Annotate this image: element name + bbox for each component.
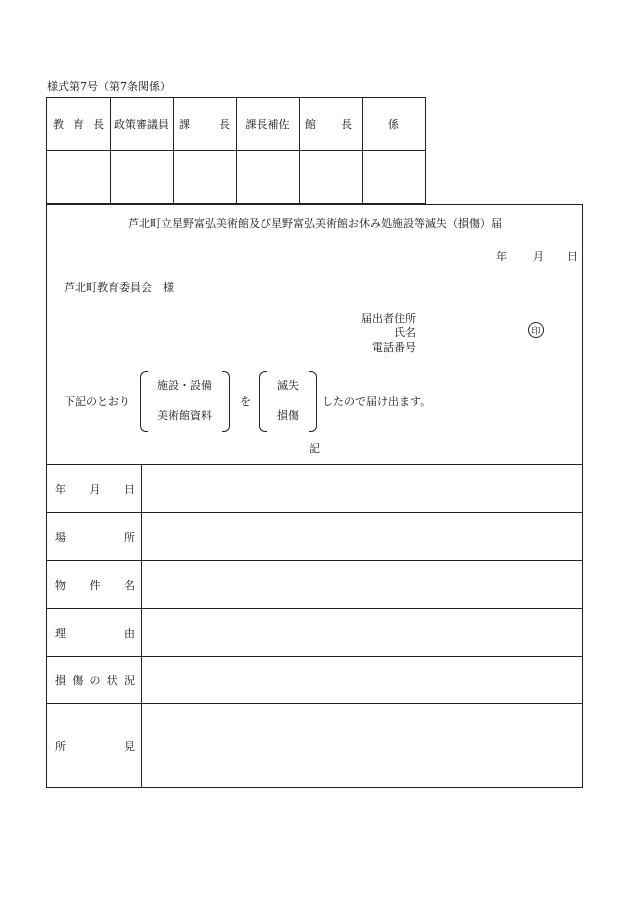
option-loss: 滅失 xyxy=(277,379,299,392)
detail-label-date: 年 月 日 xyxy=(47,465,142,512)
approval-header-assistant-chief: 課長補佐 xyxy=(245,118,290,131)
addressee: 芦北町教育委員会 様 xyxy=(64,281,174,294)
detail-value-place[interactable] xyxy=(142,513,582,560)
detail-value-opinion[interactable] xyxy=(142,704,582,788)
seal-mark-icon: 印 xyxy=(528,322,544,338)
detail-label-item: 物 件 名 xyxy=(47,561,142,608)
statement-particle: を xyxy=(240,395,251,408)
statement-prefix: 下記のとおり xyxy=(64,395,130,408)
detail-value-item[interactable] xyxy=(142,561,582,608)
approval-header-policy-councilor: 政策審議員 xyxy=(114,118,169,131)
sender-address-label: 届出者住所 xyxy=(361,312,416,325)
right-brace-icon xyxy=(222,371,230,432)
statement-suffix: したので届け出ます。 xyxy=(322,395,432,408)
approval-header-education-superintendent: 教 育 長 xyxy=(53,118,104,131)
approval-header-director: 館 長 xyxy=(305,118,352,131)
ki-marker: 記 xyxy=(309,442,320,455)
option-facility: 施設・設備 xyxy=(157,379,212,392)
details-table xyxy=(46,464,583,788)
detail-label-reason: 理 由 xyxy=(47,609,142,656)
option-damage: 損傷 xyxy=(277,409,299,422)
sender-phone-label: 電話番号 xyxy=(372,341,416,354)
detail-value-damage-status[interactable] xyxy=(142,657,582,703)
detail-row-reason xyxy=(47,608,582,656)
right-brace-icon xyxy=(309,371,317,432)
left-brace-icon xyxy=(140,371,148,432)
detail-row-place xyxy=(47,512,582,560)
detail-row-date xyxy=(47,464,582,512)
detail-row-opinion xyxy=(47,703,582,788)
left-brace-icon xyxy=(259,371,267,432)
approval-header-staff: 係 xyxy=(388,118,399,131)
form-title: 芦北町立星野富弘美術館及び星野富弘美術館お休み処施設等滅失（損傷）届 xyxy=(128,217,502,230)
detail-label-damage-status: 損 傷 の 状 況 xyxy=(47,657,142,703)
approval-header-section-chief: 課 長 xyxy=(179,118,230,131)
option-art-materials: 美術館資料 xyxy=(157,409,212,422)
detail-row-damage-status xyxy=(47,656,582,703)
form-number: 様式第7号（第7条関係） xyxy=(47,80,171,93)
sender-name-label: 氏名 xyxy=(394,326,416,339)
approval-stamp-table xyxy=(46,97,426,204)
detail-value-date[interactable] xyxy=(142,465,582,512)
detail-row-item xyxy=(47,560,582,608)
date-day-label: 日 xyxy=(567,250,578,263)
detail-label-opinion: 所 見 xyxy=(47,704,142,788)
detail-label-place: 場 所 xyxy=(47,513,142,560)
date-month-label: 月 xyxy=(533,250,544,263)
date-year-label: 年 xyxy=(496,250,507,263)
detail-value-reason[interactable] xyxy=(142,609,582,656)
